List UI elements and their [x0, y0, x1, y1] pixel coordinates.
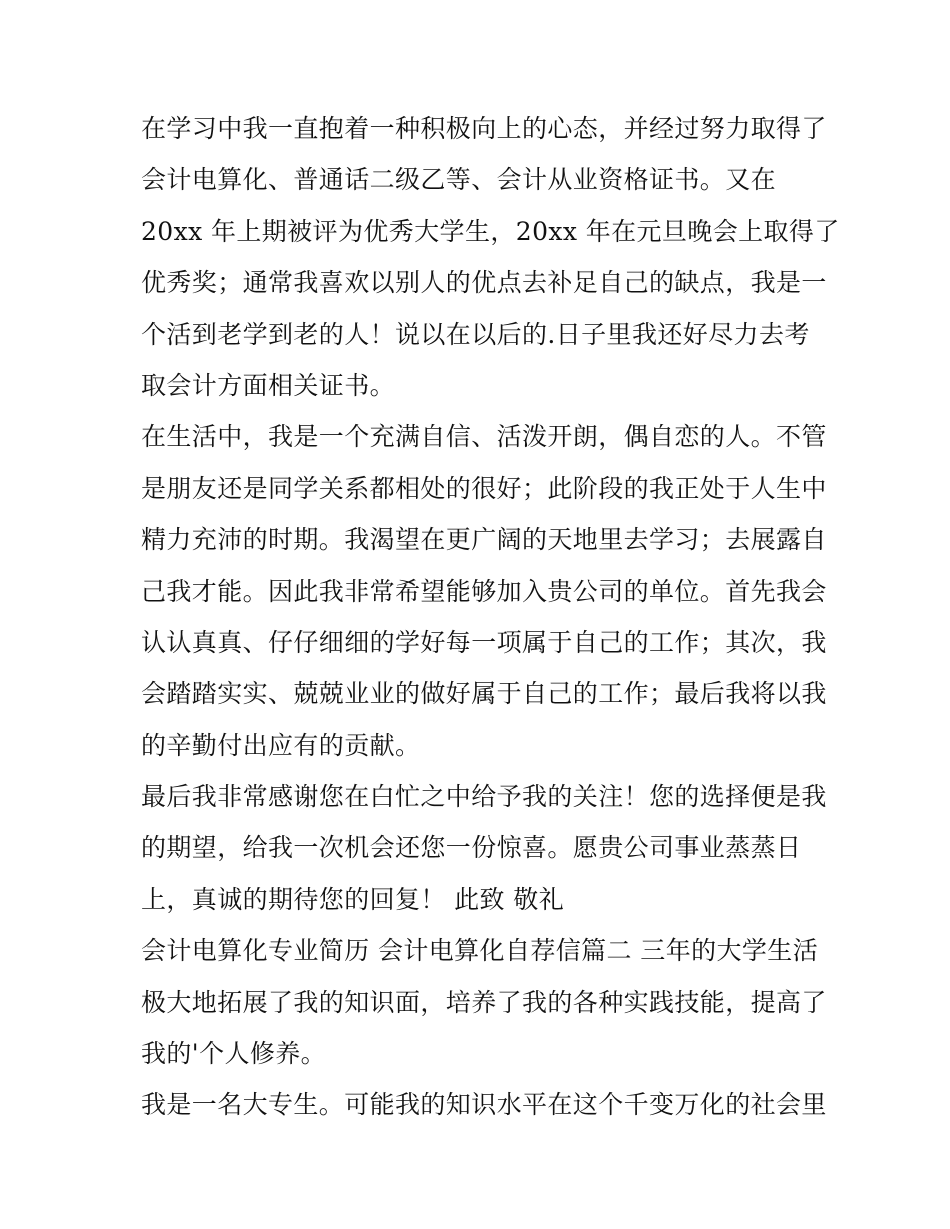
text-line-1: 在学习中我一直抱着一种积极向上的心态，并经过努力取得了: [141, 114, 827, 143]
text-line-11: 认认真真、仔仔细细的学好每一项属于自己的工作；其次，我: [141, 627, 827, 657]
text-line-2: 会计电算化、普通话二级乙等、会计从业资格证书。又在: [141, 165, 777, 195]
text-line-13: 的辛勤付出应有的贡献。: [141, 730, 421, 760]
text-line-8: 是朋友还是同学关系都相处的很好；此阶段的我正处于人生中: [141, 473, 827, 503]
text-line-16: 上，真诚的期待您的回复！ 此致 敬礼: [141, 884, 565, 914]
text-line-10: 己我才能。因此我非常希望能够加入贵公司的单位。首先我会: [141, 576, 827, 606]
text-line-20: 我是一名大专生。可能我的知识水平在这个千变万化的社会里: [141, 1090, 827, 1120]
text-line-14: 最后我非常感谢您在白忙之中给予我的关注！您的选择便是我: [141, 782, 827, 812]
text-line-17: 会计电算化专业简历 会计电算化自荐信篇二 三年的大学生活: [141, 936, 819, 966]
text-line-15: 的期望，给我一次机会还您一份惊喜。愿贵公司事业蒸蒸日: [141, 833, 802, 863]
text-line-4: 优秀奖；通常我喜欢以别人的优点去补足自己的缺点，我是一: [141, 268, 827, 298]
text-line-19: 我的'个人修养。: [141, 1039, 327, 1069]
text-line-7: 在生活中，我是一个充满自信、活泼开朗，偶自恋的人。不管: [141, 422, 827, 452]
text-line-18: 极大地拓展了我的知识面，培养了我的各种实践技能，提高了: [141, 987, 827, 1017]
text-line-6: 取会计方面相关证书。: [141, 370, 396, 400]
text-line-3: 20xx 年上期被评为优秀大学生，20xx 年在元旦晚会上取得了: [141, 216, 840, 246]
text-line-5: 个活到老学到老的人！说以在以后的.日子里我还好尽力去考: [141, 319, 810, 349]
text-line-12: 会踏踏实实、兢兢业业的做好属于自己的工作；最后我将以我: [141, 679, 827, 709]
document-body: [141, 103, 840, 1131]
text-line-9: 精力充沛的时期。我渴望在更广阔的天地里去学习；去展露自: [141, 525, 827, 555]
